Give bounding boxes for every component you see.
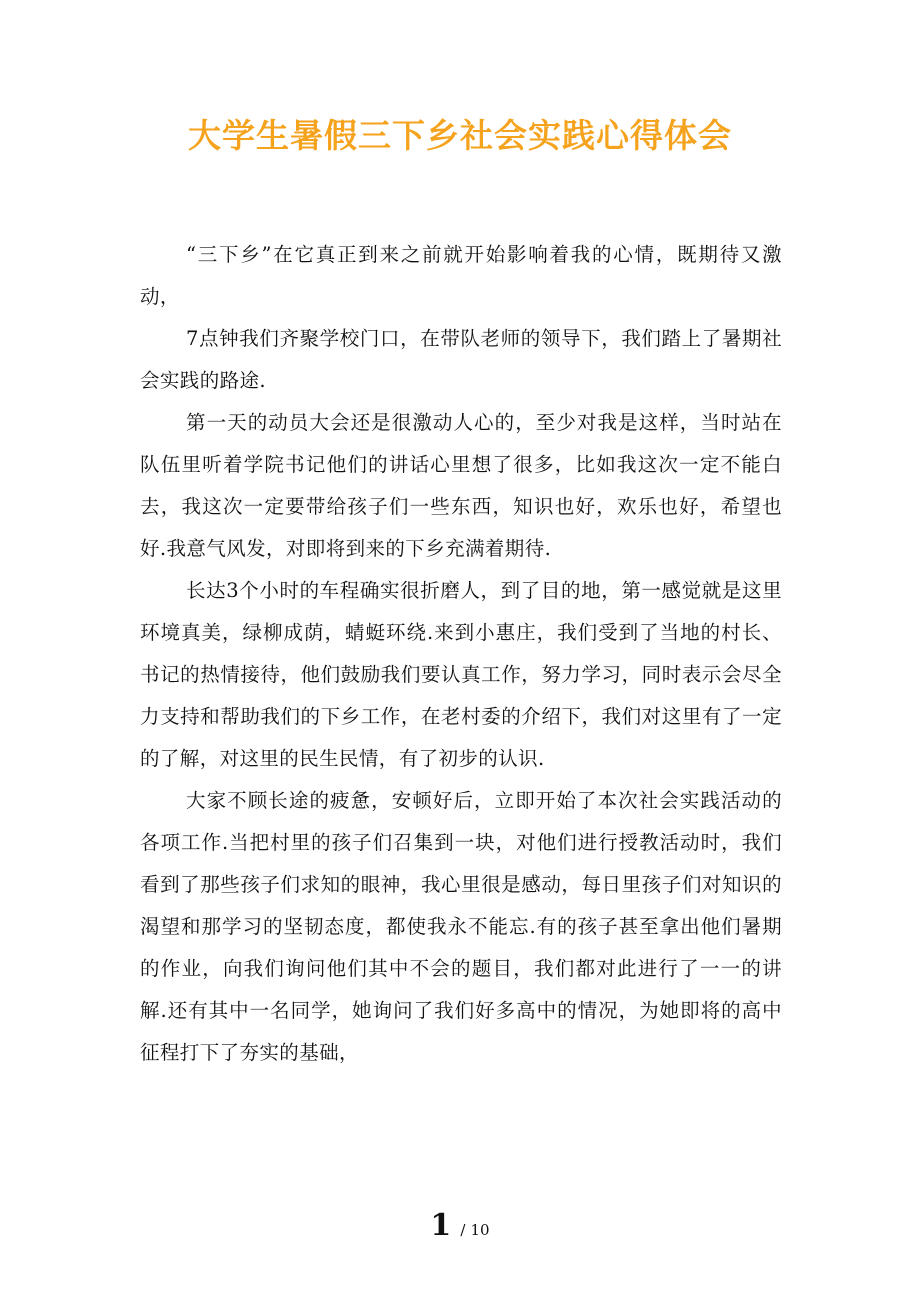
document-title: 大学生暑假三下乡社会实践心得体会	[188, 116, 732, 155]
document-body	[140, 234, 782, 1074]
paragraph-5: 大家不顾长途的疲惫，安顿好后，立即开始了本次社会实践活动的各项工作.当把村里的孩子们召集到一块，对他们进行授教活动时，我们看到了那些孩子们求知的眼神，我心里很是感动，每日里孩子们对知识的渴望和那学习的坚韧态度，都使我永不能忘.有的孩子甚至拿出他们暑期的作业，向我们询问他们其中不会的题目，我们都对此进行了一一的讲解.还有其中一名同学，她询问了我们好多高中的情况，为她即将的高中征程打下了夯实的基础，	[140, 789, 782, 1064]
paragraph-3: 第一天的动员大会还是很激动人心的，至少对我是这样，当时站在队伍里听着学院书记他们的讲话心里想了很多，比如我这次一定不能白去，我这次一定要带给孩子们一些东西，知识也好，欢乐也好，希望也好.我意气风发，对即将到来的下乡充满着期待.	[140, 411, 782, 560]
current-page-number: 1	[430, 1208, 452, 1243]
paragraph-1: “三下乡”在它真正到来之前就开始影响着我的心情，既期待又激动，	[140, 243, 782, 308]
paragraph-4: 长达3个小时的车程确实很折磨人，到了目的地，第一感觉就是这里环境真美，绿柳成荫，蜻蜓环绕.来到小惠庄，我们受到了当地的村长、书记的热情接待，他们鼓励我们要认真工作，努力学习，同时表示会尽全力支持和帮助我们的下乡工作，在老村委的介绍下，我们对这里有了一定的了解，对这里的民生民情，有了初步的认识.	[140, 579, 782, 770]
page-number-footer	[0, 1206, 920, 1246]
page-separator: /	[460, 1221, 466, 1239]
paragraph-2: 7点钟我们齐聚学校门口，在带队老师的领导下，我们踏上了暑期社会实践的路途.	[140, 327, 782, 392]
total-pages: 10	[470, 1221, 490, 1239]
